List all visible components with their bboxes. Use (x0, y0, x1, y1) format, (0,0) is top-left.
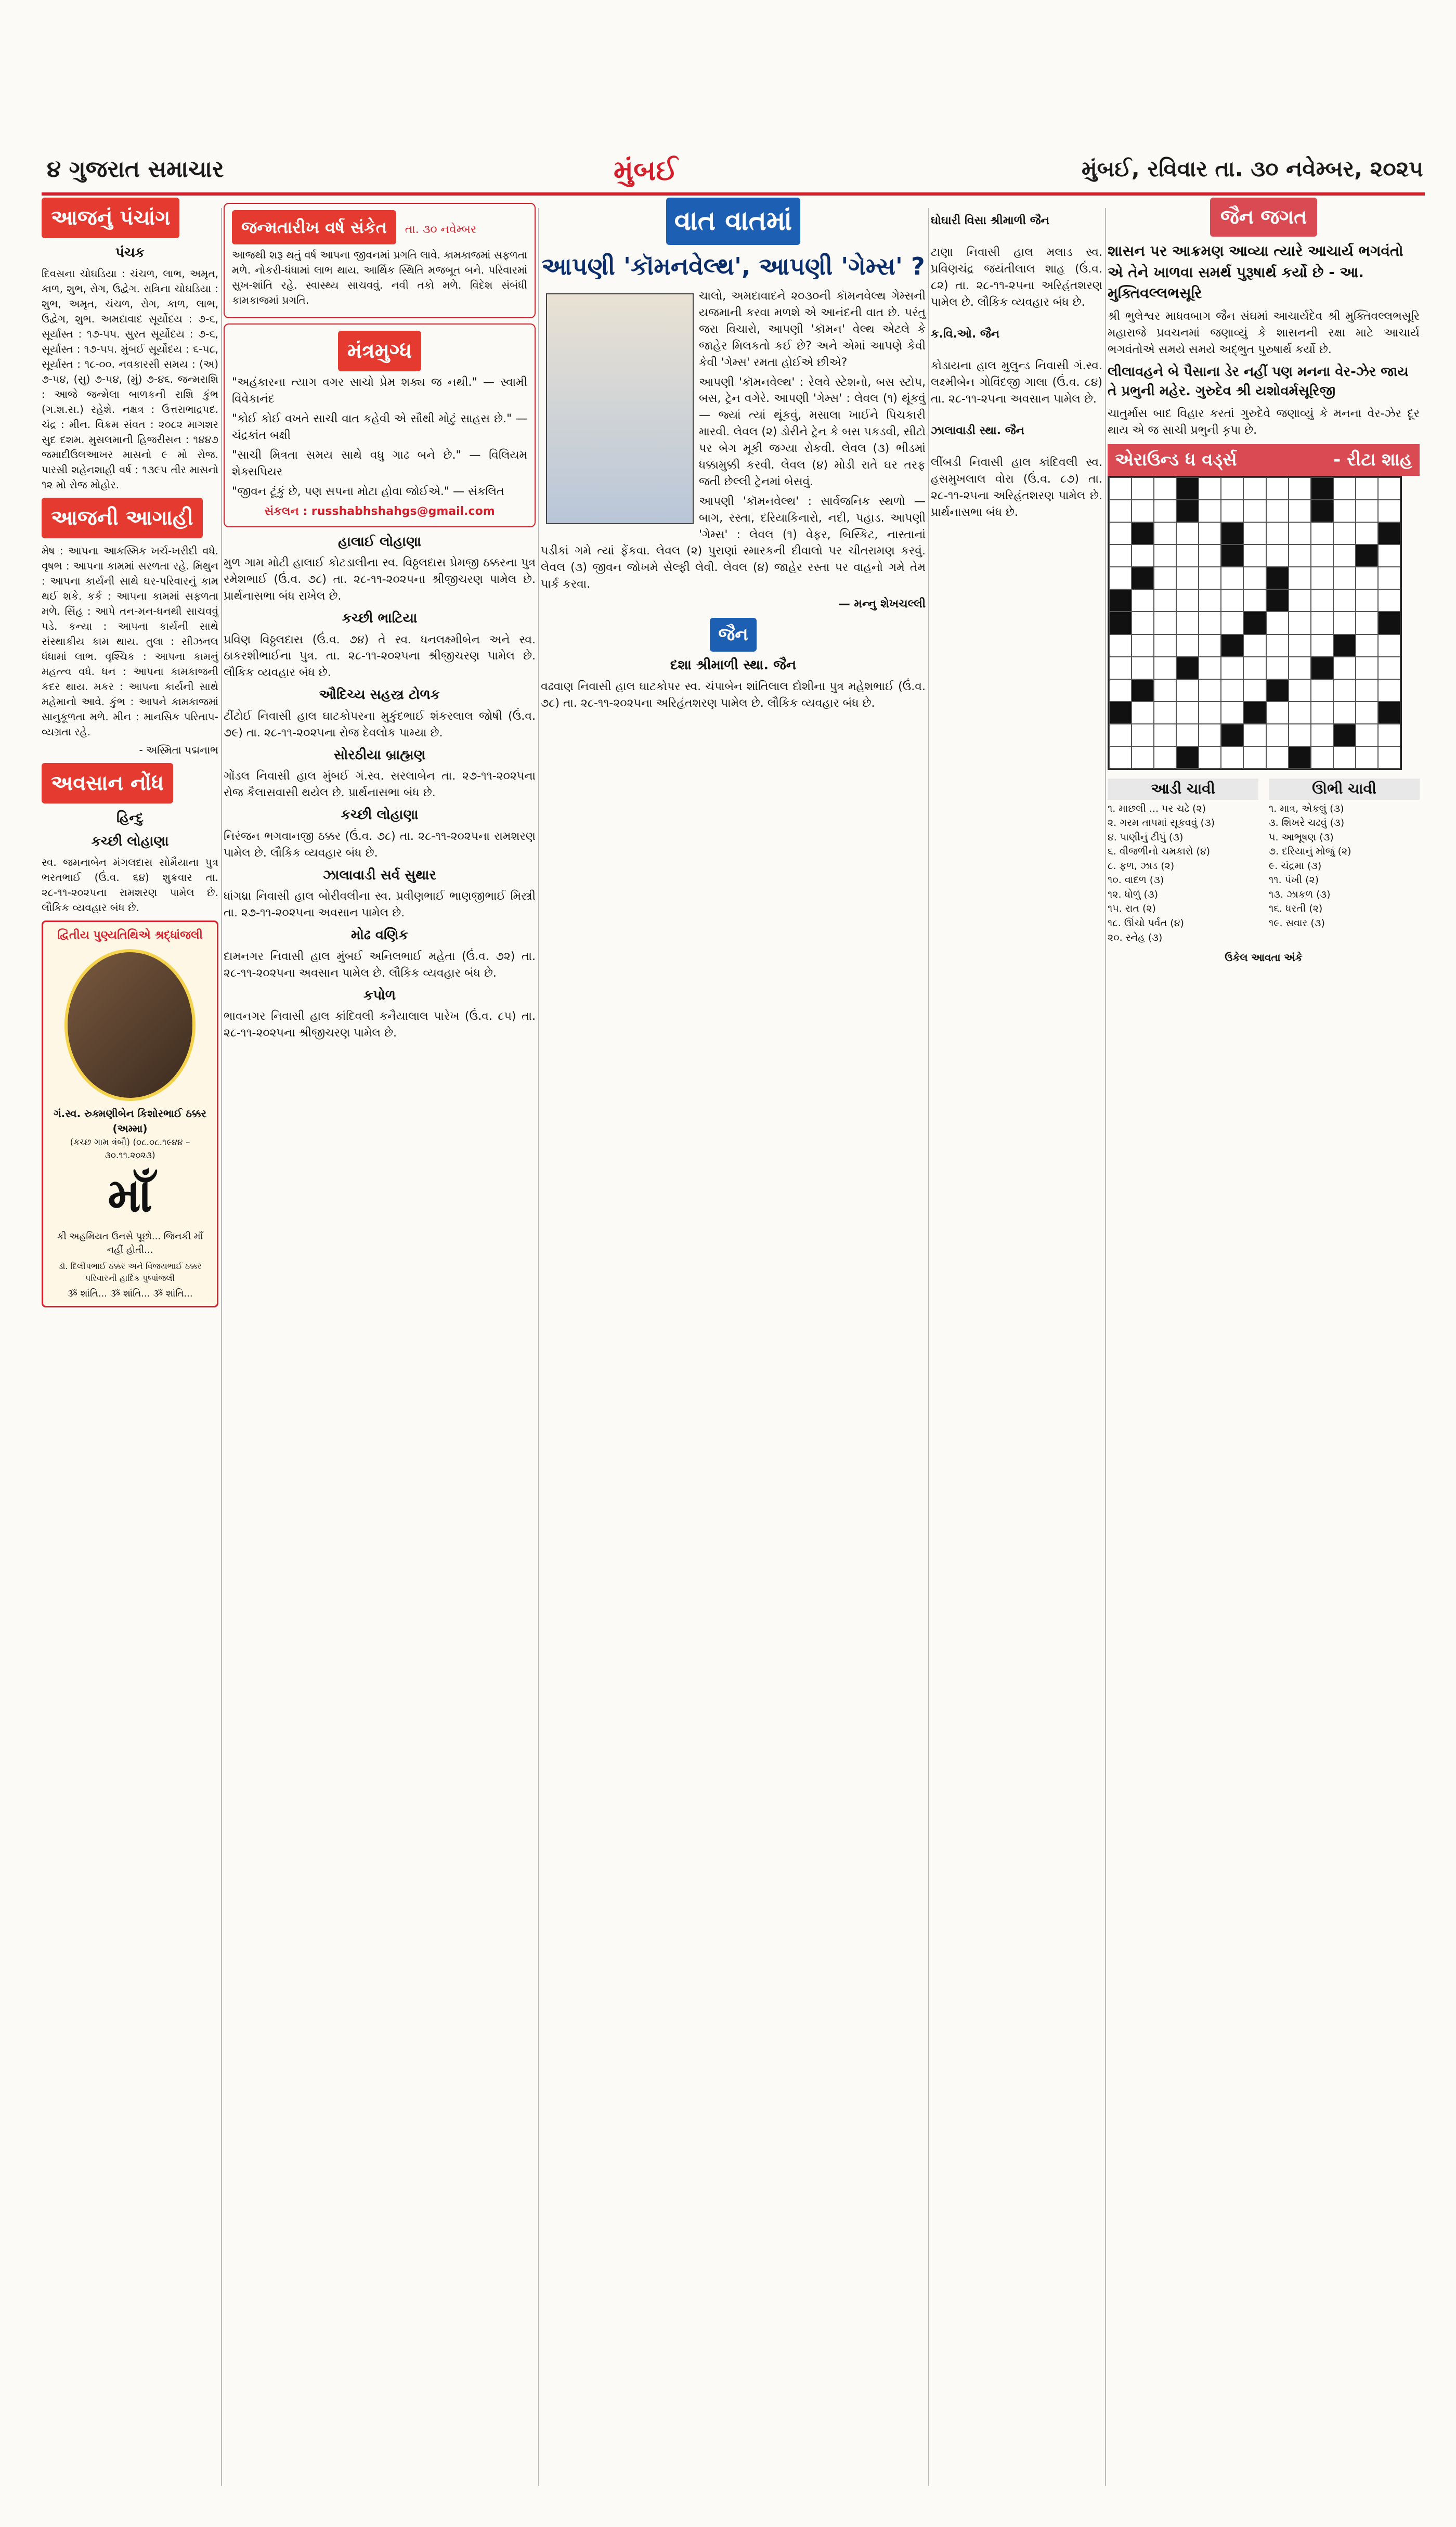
crossword-block (1176, 500, 1199, 522)
crossword-block (1333, 634, 1356, 657)
death-text: નિરંજન ભગવાનજી ઠક્કર (ઉં.વ. ૭૮) તા. ૨૮-૧૧-૨૦૨૫ના રામશરણ પામેલ છે. લૌકિક વ્યવહાર બંધ છે. (224, 830, 536, 860)
crossword-cell[interactable] (1311, 522, 1333, 545)
birthday-date: તા. ૩૦ નવેમ્બર (405, 223, 477, 236)
crossword-cell[interactable] (1333, 589, 1356, 612)
down-clue: ૧૧. પંખી (૨) (1269, 874, 1319, 886)
birthday-box (224, 203, 536, 318)
crossword-cell[interactable] (1154, 477, 1176, 500)
crossword-cell[interactable] (1221, 702, 1243, 724)
crossword-cell[interactable] (1333, 567, 1356, 589)
tribute-name: ગં.સ્વ. રુક્મણીબેન કિશોરભાઈ ઠક્કર (અમ્મા) (54, 1107, 206, 1135)
crossword-block (1311, 477, 1333, 500)
crossword-cell[interactable] (1109, 545, 1132, 567)
crossword-cell[interactable] (1289, 477, 1311, 500)
crossword-cell[interactable] (1356, 477, 1378, 500)
crossword-cell[interactable] (1266, 477, 1289, 500)
crossword-block (1221, 522, 1243, 545)
crossword-cell[interactable] (1243, 634, 1266, 657)
crossword-block (1132, 567, 1154, 589)
obituary-sub: કચ્છી લોહાણા (91, 834, 169, 850)
crossword-cell[interactable] (1132, 657, 1154, 679)
crossword-cell[interactable] (1154, 567, 1176, 589)
crossword-cell[interactable] (1132, 724, 1154, 746)
crossword-block (1109, 612, 1132, 634)
across-clue: ૧૮. ઊંચો પર્વત (૪) (1108, 917, 1184, 929)
crossword-cell[interactable] (1109, 657, 1132, 679)
crossword-cell[interactable] (1243, 746, 1266, 769)
crossword-block (1243, 702, 1266, 724)
mantra-box (224, 323, 536, 527)
crossword-cell[interactable] (1132, 634, 1154, 657)
column-divider (221, 208, 222, 2486)
mantra-quote-3: "સાચી મિત્રતા સમય સાથે વધુ ગાઢ બને છે." — વિલિયમ શેક્સપિયર (232, 448, 527, 478)
crossword-cell[interactable] (1221, 567, 1243, 589)
feature-body-3: આપણી 'કૉમનવેલ્થ' : સાર્વજનિક સ્થળો — બાગ, રસ્તા, દરિયાકિનારો, નદી, પહાડ. આપણી 'ગેમ્સ' : લેવલ (૧) વેફર, બિસ્કિટ, નાસ્તાનાં પડીકાં ગમે ત્યાં ફેંકવા. લેવલ (૨) પુરાણાં સ્મારકની દીવાલો પર ચીતરામણ કરવું. લેવલ (૩) જીવન જોખમે સેલ્ફી લેવી. લેવલ (૪) જાહેર રસ્તા પર વાહનો ગમે તેમ પાર્ક કરવા. (541, 495, 926, 591)
tribute-box (42, 921, 218, 1307)
jain-jagat-text: શ્રી ભુલેશ્વર માધવબાગ જૈન સંઘમાં આચાર્યદેવ શ્રી મુક્તિવલ્લભસૂરિ મહારાજે પ્રવચનમાં જણાવ્યું કે શાસનની રક્ષા માટે આચાર્ય ભગવંતોએ સમયે સમયે અદ્ભુત પુરુષાર્થ કર્યો છે. (1108, 309, 1420, 356)
rashi-text: મેષ : આપના આકસ્મિક ખર્ચ-ખરીદી વધે. વૃષભ : આપના કામમાં સરળતા રહે. મિથુન : આપના કાર્યની સાથે ઘર-પરિવારનું કામ થઈ શકે. કર્ક : આપના કામમાં સફળતા મળે. સિંહ : આપે તન-મન-ધનથી સાચવવું પડે. કન્યા : આપના કાર્યની સાથે સંસ્થાકીય કામ થાય. તુલા : સીઝનલ ધંધામાં લાભ. વૃશ્ચિક : આપના કામનું મહત્ત્વ વધે. ધન : આપના કામકાજની કદર થાય. મકર : આપના કાર્યની સાથે મહેમાનો આવે. કુંભ : આપને કામકાજમાં સાનુકૂળતા મળે. મીન : માનસિક પરિતાપ-વ્યગ્રતા રહે. (42, 544, 218, 738)
crossword-block (1221, 545, 1243, 567)
feature-body-1: ચાલો, અમદાવાદને ૨૦૩૦ની કૉમનવેલ્થ ગેમ્સની યજમાની કરવા મળશે એ આનંદની વાત છે. પરંતુ જરા વિચારો, આપણી 'કૉમન' વેલ્થ એટલે કે જાહેર મિલકતો કઈ છે? અને એમાં આપણે કેવી કેવી 'ગેમ્સ' રમતા હોઈએ છીએ? (699, 290, 926, 369)
across-clue: ૧૦. વાદળ (૩) (1108, 874, 1164, 886)
crossword-cell[interactable] (1243, 545, 1266, 567)
crossword-block (1356, 545, 1378, 567)
crossword-cell[interactable] (1333, 477, 1356, 500)
tribute-big: માઁ (108, 1168, 152, 1223)
crossword-cell[interactable] (1154, 634, 1176, 657)
crossword-cell[interactable] (1243, 657, 1266, 679)
crossword-cell[interactable] (1243, 589, 1266, 612)
obituary-heading: અવસાન નોંધ (42, 763, 173, 804)
crossword-block (1243, 612, 1266, 634)
crossword-cell[interactable] (1289, 522, 1311, 545)
death-title: કપોળ (363, 987, 396, 1003)
crossword-cell[interactable] (1356, 612, 1378, 634)
crossword-block (1378, 612, 1400, 634)
jain-jagat-title: શાસન પર આક્રમણ આવ્યા ત્યારે આચાર્ય ભગવંતો એ તેને ખાળવા સમર્થ પુરૂષાર્થ કર્યો છે - આ. મુક્તિવલ્લભસૂરિ (1108, 242, 1403, 302)
crossword-cell[interactable] (1356, 657, 1378, 679)
crossword-cell[interactable] (1311, 612, 1333, 634)
crossword-cell[interactable] (1132, 702, 1154, 724)
crossword-cell[interactable] (1243, 679, 1266, 702)
crossword-cell[interactable] (1109, 567, 1132, 589)
crossword-cell[interactable] (1378, 500, 1400, 522)
crossword-cell[interactable] (1132, 477, 1154, 500)
crossword-cell[interactable] (1176, 589, 1199, 612)
crossword-cell[interactable] (1154, 702, 1176, 724)
death-text: ગોંડલ નિવાસી હાલ મુંબઈ ગં.સ્વ. સરલાબેન તા. ૨૭-૧૧-૨૦૨૫ના રોજ કૈલાસવાસી થયેલ છે. પ્રાર્થનાસભા બંધ છે. (224, 770, 536, 800)
crossword-cell[interactable] (1243, 567, 1266, 589)
crossword-cell[interactable] (1356, 679, 1378, 702)
crossword-cell[interactable] (1176, 724, 1199, 746)
across-clue: ૬. વીજળીનો ચમકારો (૪) (1108, 846, 1211, 858)
crossword-heading: એરાઉન્ડ ધ વર્ડ્સ (1115, 449, 1237, 470)
crossword-cell[interactable] (1333, 679, 1356, 702)
crossword-cell[interactable] (1356, 589, 1378, 612)
death-title: ઔદિચ્ય સહસ્ત્ર ટોળક (319, 687, 440, 703)
column-divider (1105, 208, 1106, 2486)
crossword-cell[interactable] (1199, 545, 1221, 567)
crossword-block (1132, 522, 1154, 545)
death-title: મોઢ વણિક (351, 927, 408, 943)
tribute-place: (કચ્છ ગામ ત્રંબૌ) (૦૮.૦૮.૧૯૪૪ – ૩૦.૧૧.૨૦૨૩) (70, 1137, 190, 1161)
jain-text: કોડાયના હાલ મુલુન્ડ નિવાસી ગં.સ્વ. લક્ષ્મીબેન ગોવિંદજી ગાલા (ઉં.વ. ૮૪) તા. ૨૮-૧૧-૨૫ના અવસાન પામેલ છે. (931, 359, 1102, 406)
down-clue: ૩. શિખરે ચઢવું (૩) (1269, 817, 1345, 829)
crossword-cell[interactable] (1356, 724, 1378, 746)
crossword-cell[interactable] (1199, 746, 1221, 769)
crossword-cell[interactable] (1333, 545, 1356, 567)
jain-title: ઝાલાવાડી સ્થા. જૈન (931, 424, 1024, 438)
column-jain (931, 198, 1102, 2496)
jain-title: દશા શ્રીમાળી સ્થા. જૈન (670, 657, 797, 673)
mantra-contact: સંકલન : russhabhshahgs@gmail.com (264, 504, 495, 518)
across-clue: ૮. ફળ, ઝાડ (૨) (1108, 860, 1175, 872)
crossword-cell[interactable] (1199, 612, 1221, 634)
feature-title: આપણી 'કૉમનવેલ્થ', આપણી 'ગેમ્સ' ? (541, 252, 925, 281)
panchang-sub: પંચક (115, 245, 145, 261)
crossword-cell[interactable] (1221, 746, 1243, 769)
crossword-block (1176, 477, 1199, 500)
crossword-block (1132, 679, 1154, 702)
crossword-cell[interactable] (1132, 746, 1154, 769)
crossword-cell[interactable] (1176, 634, 1199, 657)
crossword-cell[interactable] (1176, 567, 1199, 589)
crossword-cell[interactable] (1154, 589, 1176, 612)
crossword-clues (1108, 776, 1420, 945)
across-clue: ૪. પાણીનું ટીપું (૩) (1108, 831, 1184, 843)
down-clue: ૧૩. ઝાકળ (૩) (1269, 888, 1331, 900)
crossword-cell[interactable] (1243, 477, 1266, 500)
column-divider (538, 208, 539, 2486)
header-rule (42, 192, 1425, 196)
crossword-cell[interactable] (1378, 634, 1400, 657)
birthday-heading: જન્મતારીખ વર્ષ સંકેત (232, 210, 396, 244)
across-title: આડી ચાવી (1108, 779, 1258, 800)
crossword-cell[interactable] (1154, 679, 1176, 702)
crossword-cell[interactable] (1311, 634, 1333, 657)
crossword-cell[interactable] (1266, 634, 1289, 657)
section-title: મુંબઈ (614, 154, 678, 187)
crossword-block (1378, 702, 1400, 724)
death-text: ધાંગધ્રા નિવાસી હાલ બોરીવલીના સ્વ. પ્રવીણભાઈ ભાણજીભાઈ મિસ્ત્રી તા. ૨૭-૧૧-૨૦૨૫ના અવસાન પામેલ છે. (224, 890, 536, 920)
crossword-cell[interactable] (1289, 545, 1311, 567)
across-clue: ૧. માછલી ... પર ચઢે (૨) (1108, 802, 1206, 814)
death-text: મુળ ગામ મોટી હાલાઈ કોટડાલીના સ્વ. વિઠ્ઠલદાસ પ્રેમજી ઠક્કરના પુત્ર રમેશભાઈ (ઉં.વ. ૭૮) તા. ૨૮-૧૧-૨૦૨૫ના શ્રીજીચરણ પામેલ છે. પ્રાર્થનાસભા બંધ રાખેલ છે. (224, 556, 536, 603)
crossword-block (1378, 522, 1400, 545)
crossword-cell[interactable] (1154, 545, 1176, 567)
death-title: ઝાલાવાડી સર્વ સુથાર (323, 867, 436, 883)
crossword-cell[interactable] (1311, 746, 1333, 769)
crossword-cell[interactable] (1311, 589, 1333, 612)
footer-bar (0, 2507, 1456, 2522)
panchang-text: દિવસના ચોઘડિયા : ચંચળ, લાભ, અમૃત, કાળ, શુભ, રોગ, ઉદ્વેગ. રાત્રિના ચોઘડિયા : શુભ, અમૃત, ચંચળ, રોગ, કાળ, લાભ, ઉદ્વેગ, શુભ. અમદાવાદ સૂર્યોદય : ૭-૬, સૂર્યાસ્ત : ૧૭-૫૫. સુરત સૂર્યોદય : ૭-૬, સૂર્યાસ્ત : ૧૭-૫૫. મુંબઈ સૂર્યોદય : ૬-૫૮, સૂર્યાસ્ત : ૧૮-૦૦. નવકારસી સમય : (અ) ૭-૫૪, (સુ) ૭-૫૪, (મું) ૭-૪૬. જન્મરાશિ : આજે જન્મેલા બાળકની રાશિ કુંભ (ગ.શ.સ.) રહેશે. નક્ષત્ર : ઉત્તરાભાદ્રપદ. ચંદ્ર : મીન. વિક્રમ સંવત : ૨૦૮૨ માગશર સુદ દશમ. મુસલમાની હિજરીસન : ૧૪૪૭ જમાદીઉલઆખર માસનો ૯ મો રોજ. પારસી શહેનશાહી વર્ષ : ૧૩૯૫ તીર માસનો ૧૨ મો રોજ મોહોર. (42, 267, 218, 491)
crossword-cell[interactable] (1356, 634, 1378, 657)
mantra-heading: મંત્રમુગ્ધ (338, 331, 421, 371)
crossword-cell[interactable] (1289, 634, 1311, 657)
crossword-cell[interactable] (1289, 567, 1311, 589)
crossword-cell[interactable] (1289, 679, 1311, 702)
crossword-cell[interactable] (1154, 522, 1176, 545)
crossword-cell[interactable] (1266, 657, 1289, 679)
crossword-cell[interactable] (1356, 702, 1378, 724)
crossword-cell[interactable] (1311, 679, 1333, 702)
crossword-block (1221, 634, 1243, 657)
crossword-cell[interactable] (1289, 612, 1311, 634)
crossword-block (1289, 746, 1311, 769)
feature-heading: વાત વાતમાં (666, 198, 801, 245)
death-title: કચ્છી લોહાણા (341, 807, 419, 823)
dateline: મુંબઈ, રવિવાર તા. ૩૦ નવેમ્બર, ૨૦૨૫ (1082, 156, 1423, 182)
tribute-peace: ૐ શાંતિ... ૐ શાંતિ... ૐ શાંતિ... (67, 1288, 193, 1300)
crossword-block (1311, 500, 1333, 522)
crossword-cell[interactable] (1109, 500, 1132, 522)
crossword-cell[interactable] (1199, 634, 1221, 657)
crossword-block (1176, 657, 1199, 679)
death-text: ભાવનગર નિવાસી હાલ કાંદિવલી કનૈયાલાલ પારેખ (ઉં.વ. ૮૫) તા. ૨૮-૧૧-૨૦૨૫ના શ્રીજીચરણ પામેલ છે. (224, 1010, 536, 1040)
jain-jagat-text-2: ચાતુર્માસ બાદ વિહાર કરતાં ગુરુદેવે જણાવ્યું કે મનના વેર-ઝેર દૂર થાય એ જ સાચી પ્રભુની કૃપા છે. (1108, 407, 1420, 437)
crossword-cell[interactable] (1333, 522, 1356, 545)
crossword-cell[interactable] (1333, 746, 1356, 769)
panchang-section (42, 243, 218, 493)
feature-author: — મન્નુ શેખચલ્લી (838, 598, 926, 611)
crossword-cell[interactable] (1199, 522, 1221, 545)
jain-text: લીંબડી નિવાસી હાલ કાંદિવલી સ્વ. હસમુખલાલ વોરા (ઉં.વ. ૮૭) તા. ૨૮-૧૧-૨૫ના અરિહંતશરણ પામેલ છે. પ્રાર્થનાસભા બંધ છે. (931, 456, 1102, 520)
crossword-cell[interactable] (1378, 679, 1400, 702)
obituary-text: સ્વ. જમનાબેન મંગલદાસ સોમૈયાના પુત્ર ભરતભાઈ (ઉં.વ. ૬૪) શુક્રવાર તા. ૨૮-૧૧-૨૦૨૫ના રામશરણ પામેલ છે. લૌકિક વ્યવહાર બંધ છે. (42, 856, 218, 914)
crossword-cell[interactable] (1199, 589, 1221, 612)
crossword-grid[interactable] (1108, 476, 1402, 770)
crossword-cell[interactable] (1266, 724, 1289, 746)
crossword-cell[interactable] (1199, 477, 1221, 500)
crossword-cell[interactable] (1333, 612, 1356, 634)
crossword-cell[interactable] (1266, 612, 1289, 634)
crossword-cell[interactable] (1132, 612, 1154, 634)
jain-jagat-title-2: લીલાવહને બે પૈસાના ડેર નહીં પણ મનના વેર-ઝેર જાય તે પ્રભુની મહેર. ગુરુદેવ શ્રી યશોવર્મસૂરિજી (1108, 364, 1409, 399)
crossword-author: - રીટા શાહ (1333, 449, 1412, 470)
page-label: ૪ ગુજરાત સમાચાર (47, 156, 224, 183)
crossword-cell[interactable] (1176, 545, 1199, 567)
crossword-cell[interactable] (1243, 724, 1266, 746)
jain-jagat-heading: જૈન જગત (1210, 198, 1317, 237)
crossword-cell[interactable] (1378, 567, 1400, 589)
crossword-cell[interactable] (1378, 746, 1400, 769)
crossword-cell[interactable] (1311, 702, 1333, 724)
across-clue: ૧૫. રાત (૨) (1108, 903, 1156, 915)
crossword-cell[interactable] (1289, 702, 1311, 724)
panchang-heading: આજનું પંચાંગ (42, 198, 179, 238)
death-text: દામનગર નિવાસી હાલ મુંબઈ અનિલભાઈ મહેતા (ઉં.વ. ૭૨) તા. ૨૮-૧૧-૨૦૨૫ના અવસાન પામેલ છે. લૌકિક વ્યવહાર બંધ છે. (224, 950, 536, 980)
crossword-cell[interactable] (1333, 500, 1356, 522)
crossword-cell[interactable] (1176, 702, 1199, 724)
crossword-cell[interactable] (1311, 567, 1333, 589)
rashi-section (42, 543, 218, 758)
crossword-cell[interactable] (1266, 522, 1289, 545)
crossword-cell[interactable] (1221, 500, 1243, 522)
across-clue: ૧૨. ધોળું (૩) (1108, 888, 1159, 900)
mantra-quote-2: "કોઈ કોઈ વખતે સાચી વાત કહેવી એ સૌથી મોટું સાહસ છે." — ચંદ્રકાંત બક્ષી (232, 412, 527, 443)
crossword-block (1266, 679, 1289, 702)
masthead (0, 0, 1456, 62)
crossword-cell[interactable] (1132, 545, 1154, 567)
crossword-cell[interactable] (1378, 724, 1400, 746)
crossword-cell[interactable] (1176, 522, 1199, 545)
crossword-block (1311, 657, 1333, 679)
crossword-cell[interactable] (1311, 724, 1333, 746)
tribute-family: ડૉ. દિલીપભાઈ ઠક્કર અને વિજયભાઈ ઠક્કર પરિવારની હાર્દિક પુષ્પાંજલી (58, 1261, 202, 1284)
tribute-verse: કી અહમિયત ઉનસે પૂછો... જિનકી માઁ નહીં હોતી... (57, 1230, 203, 1255)
crossword-cell[interactable] (1221, 477, 1243, 500)
crossword-cell[interactable] (1243, 522, 1266, 545)
crossword-cell[interactable] (1109, 634, 1132, 657)
down-clue: ૧. માત્ર, એકલું (૩) (1269, 802, 1344, 814)
down-list (1269, 802, 1420, 931)
column-second (224, 198, 536, 2496)
crossword-block (1176, 746, 1199, 769)
crossword-cell[interactable] (1199, 500, 1221, 522)
crossword-block (1266, 567, 1289, 589)
crossword-cell[interactable] (1109, 724, 1132, 746)
crossword-cell[interactable] (1199, 567, 1221, 589)
obituary-community: હિન્દુ (116, 810, 144, 826)
crossword-cell[interactable] (1109, 679, 1132, 702)
jain-title: ઘોઘારી વિસા શ્રીમાળી જૈન (931, 214, 1049, 228)
tribute-title: દ્વિતીય પુણ્યતિથિએ શ્રદ્ધાંજલી (57, 929, 203, 942)
crossword-cell[interactable] (1378, 589, 1400, 612)
crossword-block (1109, 589, 1132, 612)
crossword-cell[interactable] (1176, 679, 1199, 702)
jain-text: ટાણા નિવાસી હાલ મલાડ સ્વ. પ્રવિણચંદ્ર જયંતીલાલ શાહ (ઉં.વ. ૮૨) તા. ૨૮-૧૧-૨૫ના અરિહંતશરણ પામેલ છે. લૌકિક વ્યવહાર બંધ છે. (931, 246, 1102, 309)
feature-illustration (546, 293, 694, 524)
jain-heading: જૈન (710, 618, 757, 652)
crossword-block (1221, 724, 1243, 746)
death-title: હાલાઈ લોહાણા (337, 534, 422, 550)
tribute-portrait (64, 949, 196, 1101)
crossword-block (1109, 702, 1132, 724)
mantra-quote-1: "અહંકારના ત્યાગ વગર સાચો પ્રેમ શક્ય જ નથી." — સ્વામી વિવેકાનંદ (232, 376, 527, 406)
crossword-cell[interactable] (1199, 724, 1221, 746)
crossword-cell[interactable] (1243, 500, 1266, 522)
crossword-cell[interactable] (1289, 589, 1311, 612)
crossword-cell[interactable] (1221, 612, 1243, 634)
crossword-cell[interactable] (1311, 545, 1333, 567)
crossword-cell[interactable] (1266, 746, 1289, 769)
column-left (42, 198, 218, 2496)
crossword-section (1108, 444, 1420, 965)
crossword-cell[interactable] (1356, 500, 1378, 522)
crossword-cell[interactable] (1333, 657, 1356, 679)
down-clue: ૧૬. ધરતી (૨) (1269, 903, 1323, 915)
crossword-cell[interactable] (1109, 522, 1132, 545)
down-clue: ૯. ચંદ્રમા (૩) (1269, 860, 1322, 872)
down-clue: ૭. દરિયાનું મોજું (૨) (1269, 846, 1351, 858)
crossword-cell[interactable] (1132, 500, 1154, 522)
crossword-block (1333, 724, 1356, 746)
obituary-section (42, 809, 218, 915)
crossword-cell[interactable] (1176, 612, 1199, 634)
mantra-quote-4: "જીવન ટૂંકું છે, પણ સપના મોટા હોવા જોઈએ." — સંકલિત (232, 485, 504, 498)
crossword-banner (1108, 444, 1420, 476)
crossword-cell[interactable] (1356, 522, 1378, 545)
crossword-cell[interactable] (1356, 567, 1378, 589)
crossword-cell[interactable] (1289, 500, 1311, 522)
crossword-cell[interactable] (1266, 545, 1289, 567)
crossword-answers-label: ઉકેલ આવતા અંકે (1225, 951, 1303, 964)
crossword-cell[interactable] (1333, 702, 1356, 724)
crossword-cell[interactable] (1154, 746, 1176, 769)
crossword-cell[interactable] (1154, 724, 1176, 746)
across-clue: ૨૦. સ્નેહ (૩) (1108, 931, 1163, 943)
crossword-cell[interactable] (1356, 746, 1378, 769)
crossword-cell[interactable] (1199, 679, 1221, 702)
crossword-cell[interactable] (1109, 477, 1132, 500)
crossword-cell[interactable] (1199, 657, 1221, 679)
death-title: કચ્છી ભાટિયા (342, 610, 418, 626)
crossword-cell[interactable] (1289, 657, 1311, 679)
column-divider (928, 208, 929, 2486)
death-text: ટીંટોઈ નિવાસી હાલ ઘાટકોપરના મુકુંદભાઈ શંકરલાલ જોષી (ઉં.વ. ૭૯) તા. ૨૮-૧૧-૨૦૨૫ના રોજ દેવલોક પામ્યા છે. (224, 709, 536, 740)
crossword-cell[interactable] (1289, 724, 1311, 746)
crossword-block (1266, 589, 1289, 612)
down-clue: ૧૯. સવાર (૩) (1269, 917, 1325, 929)
column-feature (541, 198, 926, 2496)
crossword-cell[interactable] (1132, 589, 1154, 612)
across-clue: ૨. ગરમ તાપમાં સૂકવવું (૩) (1108, 817, 1215, 829)
crossword-cell[interactable] (1266, 500, 1289, 522)
crossword-cell[interactable] (1378, 477, 1400, 500)
crossword-cell[interactable] (1154, 612, 1176, 634)
deaths-section (224, 533, 536, 1042)
death-text: પ્રવિણ વિઠ્ઠલદાસ (ઉં.વ. ૭૪) તે સ્વ. ધનલક્ષ્મીબેન અને સ્વ. ઠાકરશીભાઈના પુત્ર. તા. ૨૮-૧૧-૨૦૨૫ના શ્રીજીચરણ પામેલ છે. લૌકિક વ્યવહાર બંધ છે. (224, 633, 536, 680)
jain-text: વઢવાણ નિવાસી હાલ ઘાટકોપર સ્વ. ચંપાબેન શાંતિલાલ દોશીના પુત્ર મહેશભાઈ (ઉં.વ. ૭૮) તા. ૨૮-૧૧-૨૦૨૫ના અરિહંતશરણ પામેલ છે. લૌકિક વ્યવહાર બંધ છે. (541, 680, 926, 710)
down-clue: ૫. આભૂષણ (૩) (1269, 831, 1334, 843)
column-right (1108, 198, 1420, 2496)
crossword-cell[interactable] (1109, 746, 1132, 769)
feature-body-2: આપણી 'કૉમનવેલ્થ' : રેલવે સ્ટેશનો, બસ સ્ટોપ, બસ, ટ્રેન વગેરે. આપણી 'ગેમ્સ' : લેવલ (૧) થૂંકવું — જ્યાં ત્યાં થૂંકવું, મસાલા ખાઈને પિચકારી મારવી. લેવલ (૨) ડોરીને ટ્રેન કે બસ પકડવી, સીટો પર બેગ મૂકી જગ્યા રોકવી. લેવલ (૩) ભીડમાં ધક્કામુક્કી કરવી. લેવલ (૪) મોડી રાતે ઘર તરફ જતી છેલ્લી ટ્રેનમાં બેસવું. (699, 375, 926, 488)
crossword-cell[interactable] (1378, 657, 1400, 679)
crossword-cell[interactable] (1378, 545, 1400, 567)
across-list (1108, 802, 1258, 945)
crossword-cell[interactable] (1266, 702, 1289, 724)
crossword-cell[interactable] (1221, 679, 1243, 702)
crossword-cell[interactable] (1221, 657, 1243, 679)
crossword-cell[interactable] (1199, 702, 1221, 724)
crossword-cell[interactable] (1221, 589, 1243, 612)
death-title: સોરઠીયા બ્રાહ્મણ (333, 747, 426, 763)
down-title: ઊભી ચાવી (1269, 779, 1420, 800)
crossword-cell[interactable] (1154, 500, 1176, 522)
jain-title: ક.વિ.ઓ. જૈન (931, 328, 1000, 341)
jain-section (541, 618, 926, 712)
crossword-cell[interactable] (1154, 657, 1176, 679)
rashi-author: - અસ્મિતા પદ્મનાભ (139, 743, 218, 756)
rashi-heading: આજની આગાહી (42, 498, 203, 538)
birthday-text: આજથી શરૂ થતું વર્ષ આપના જીવનમાં પ્રગતિ લાવે. કામકાજમાં સફળતા મળે. નોકરી-ધંધામાં લાભ થાય. આર્થિક સ્થિતિ મજબૂત બને. પરિવારમાં સુખ-શાંતિ રહે. સ્વાસ્થ્ય સાચવવું. નવી તકો મળે. વિદેશ સંબંધી કામકાજમાં પ્રગતિ. (232, 249, 527, 307)
